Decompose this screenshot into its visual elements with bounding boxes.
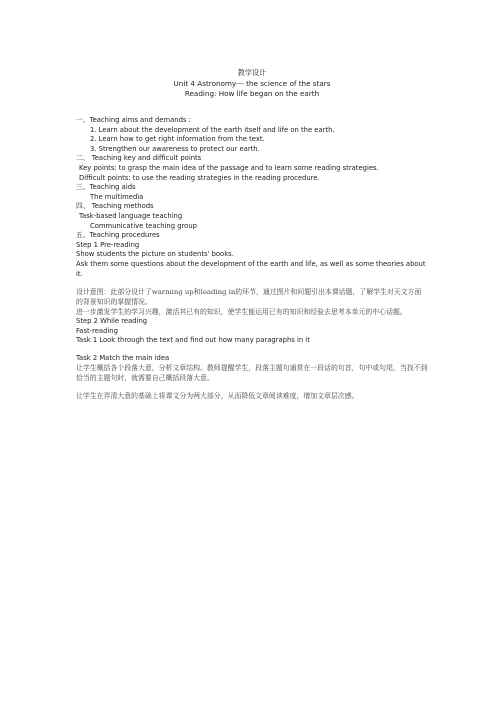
task1-text: Task 1 Look through the text and find out how many paragraphs in it [76, 336, 310, 345]
aim-item: 2. Learn how to get right information from the text. [90, 135, 265, 144]
aim-item: 1. Learn about the development of the earth itself and life on the earth. [90, 125, 335, 134]
document-body [76, 116, 428, 401]
difficult-points: Difficult points: to use the reading strategies in the reading procedure. [79, 173, 320, 182]
step1-questions: Ask them some questions about the development of the earth and life, as well as some theories about it. [76, 259, 426, 278]
design-intent-1: 设计意图：此部分设计了warming up和leading in的环节，通过图片和问题引出本课话题，了解学生对天文方面的背景知识的掌握情况。 [76, 288, 422, 307]
key-heading: 二、 Teaching key and difficult points [76, 154, 202, 163]
step1-instruction: Show students the picture on students' books. [76, 250, 234, 259]
reading-title: Reading: How life began on the earth [184, 89, 320, 98]
step2-heading: Step 2 While reading [76, 317, 148, 326]
method-item: Communicative teaching group [90, 221, 197, 230]
key-points: Key points: to grasp the main idea of the passage and to learn some reading strategies. [79, 163, 379, 172]
fast-reading-heading: Fast-reading [76, 326, 118, 335]
doc-title: 教学设计 [237, 68, 267, 77]
methods-heading: 四、 Teaching methods [76, 202, 154, 211]
design-intent-2: 进一步激发学生的学习兴趣，激活其已有的知识，使学生能运用已有的知识和经验去思考本单元的中心话题。 [76, 308, 407, 317]
procedures-heading: 五、Teaching procedures [76, 231, 160, 240]
final-note: 让学生在弄清大意的基础上将课文分为两大部分，从而降低文章阅读难度，增加文章层次感。 [76, 392, 359, 401]
method-item: Task-based language teaching [79, 211, 183, 220]
task2-heading: Task 2 Match the main idea [76, 353, 170, 362]
aims-heading: 一、Teaching aims and demands : [76, 116, 191, 124]
aids-heading: 三、Teaching aids [76, 183, 136, 192]
step1-heading: Step 1 Pre-reading [76, 240, 140, 249]
aim-item: 3. Strengthen our awareness to protect our earth. [90, 144, 260, 153]
task2-note: 让学生概括各个段落大意，分析文章结构。教师提醒学生，段落主题句通常在一段话的句首，句中或句尾，当找不到恰当的主题句时，就需要自己概括段落大意。 [76, 364, 428, 383]
unit-title: Unit 4 Astronomy--- the science of the stars [173, 78, 331, 88]
aids-text: The multimedia [90, 192, 144, 201]
